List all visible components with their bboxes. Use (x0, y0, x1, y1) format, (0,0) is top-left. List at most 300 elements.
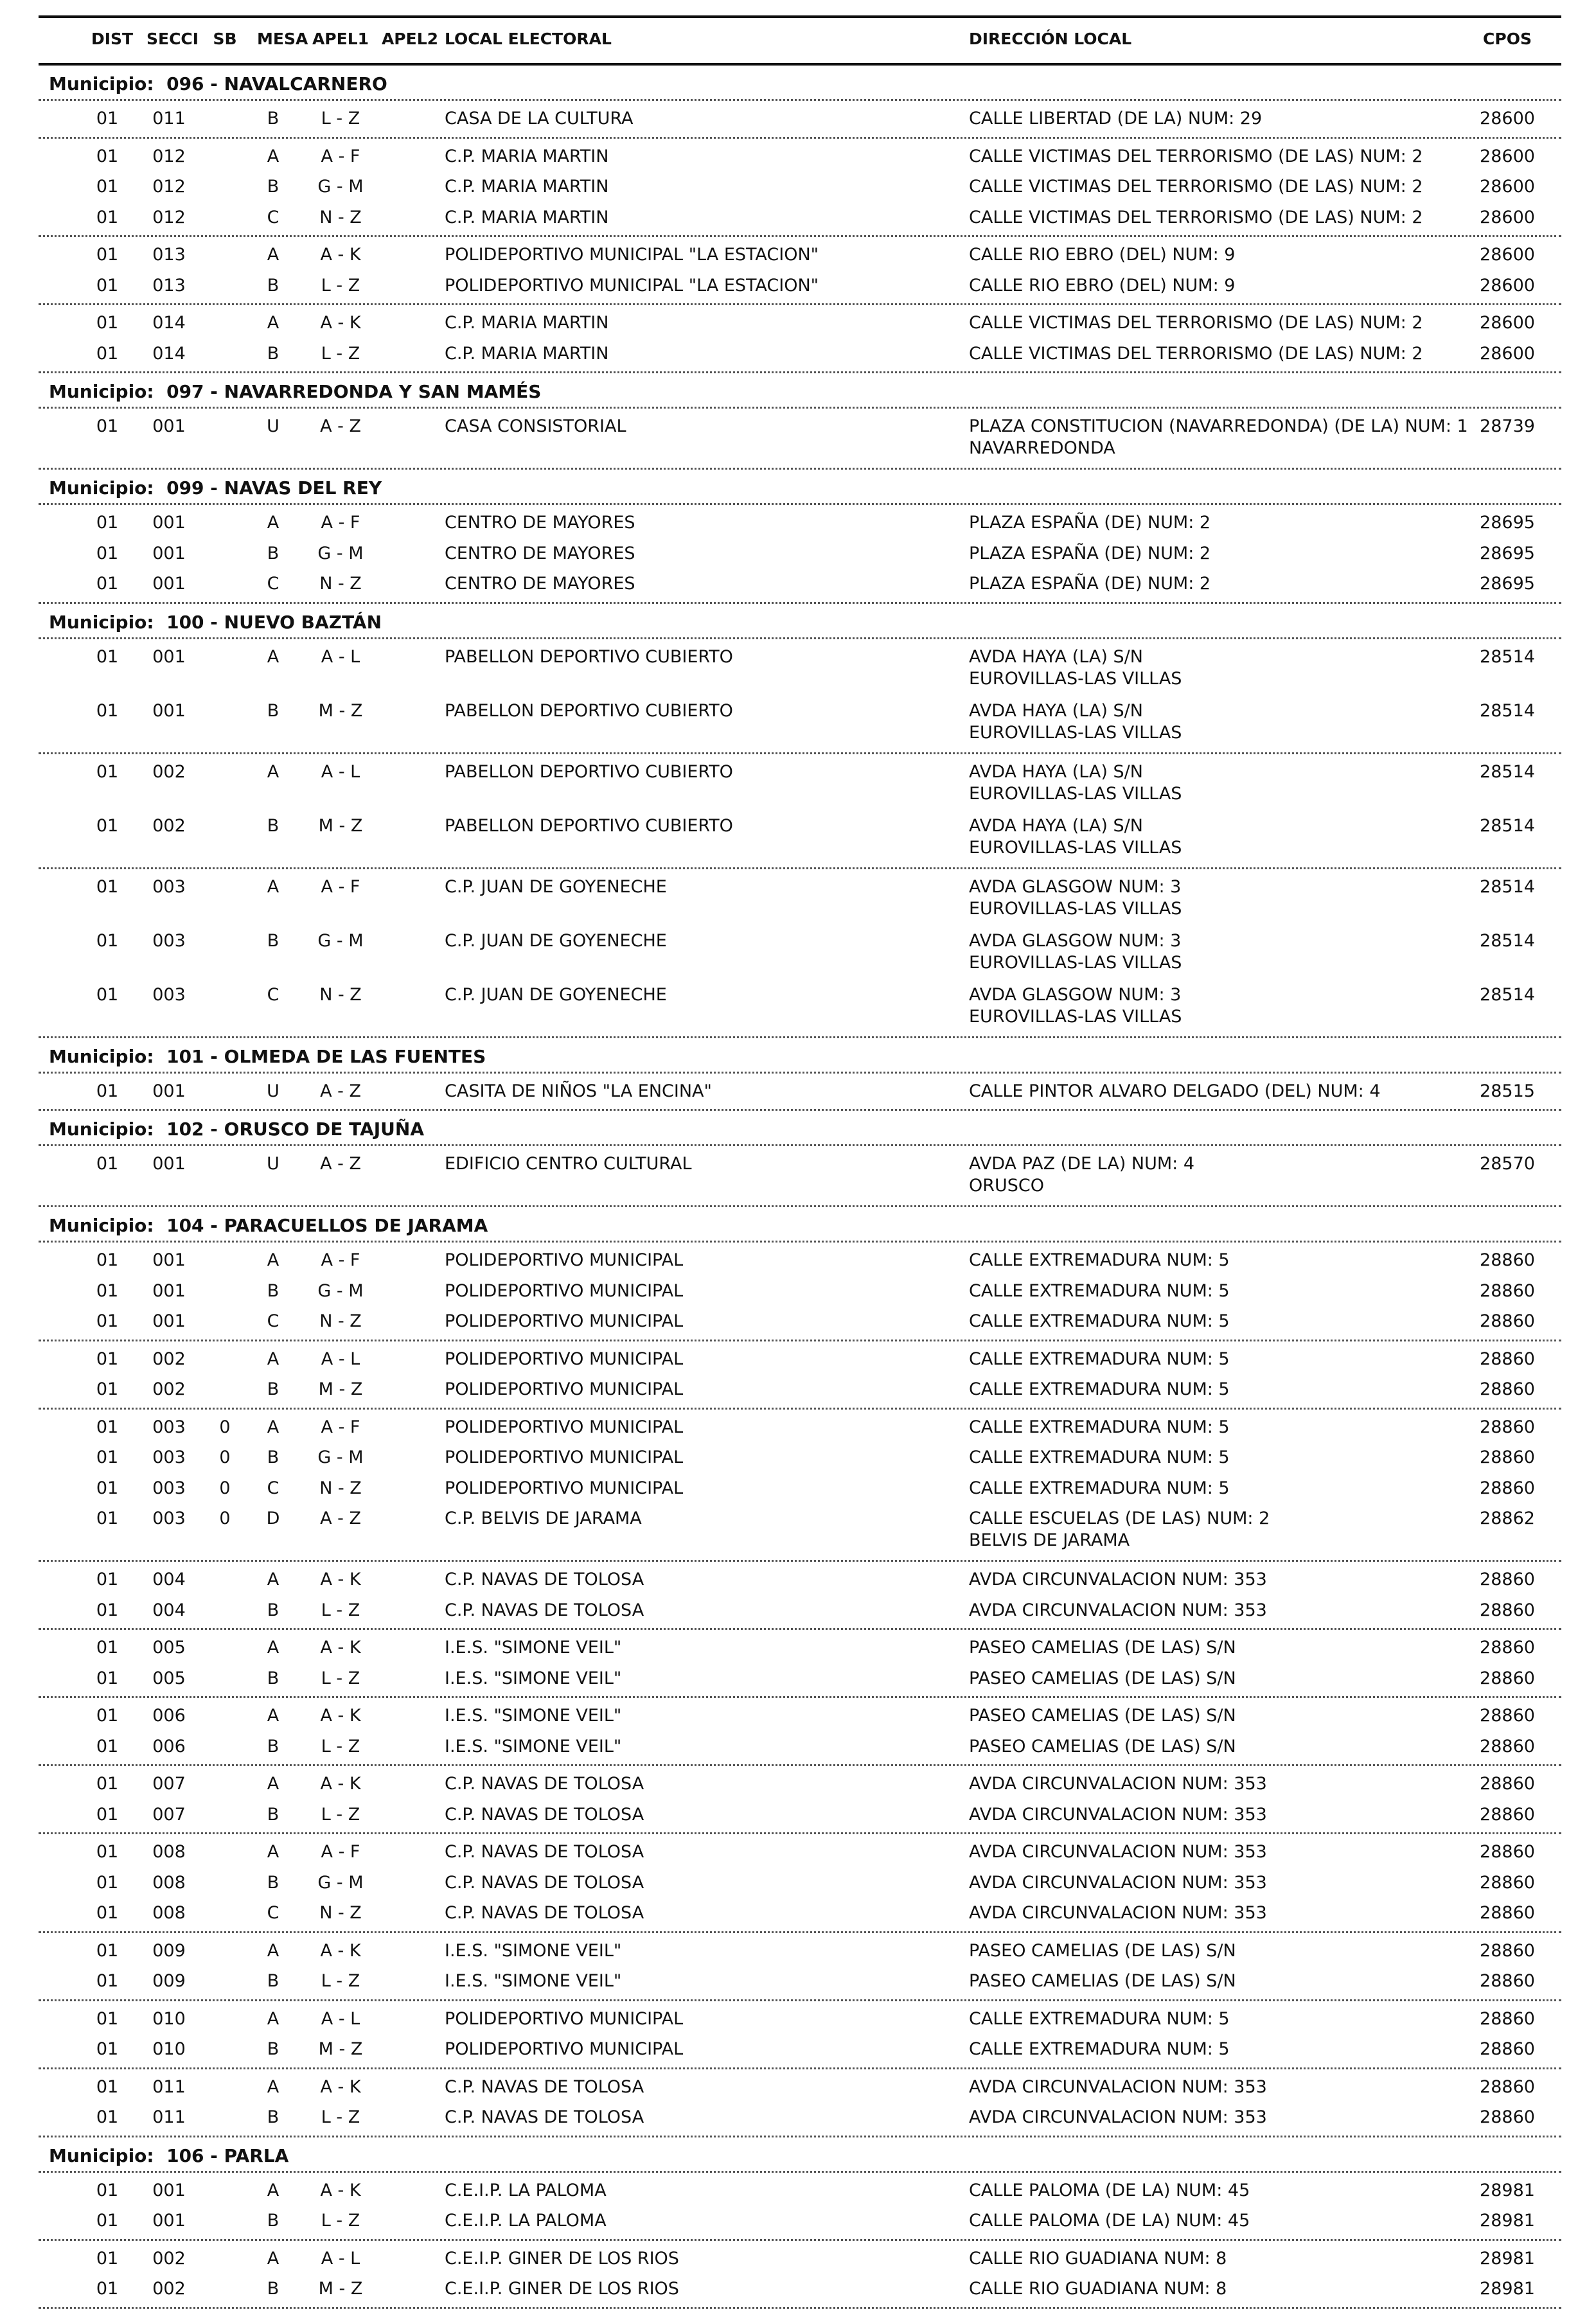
table-row (39, 1663, 1561, 1694)
cell-apel1: A - F (321, 1842, 360, 1862)
direccion-line-1: PASEO CAMELIAS (DE LAS) S/N (969, 1638, 1236, 1658)
section-group (39, 2069, 1561, 2137)
cell-cpos: 28600 (1480, 177, 1535, 197)
cell-local: C.P. NAVAS DE TOLOSA (445, 2076, 644, 2097)
cell-apel1: A - L (321, 1349, 360, 1369)
cell-secci: 011 (152, 2107, 186, 2127)
municipality-title: Municipio: 096 - NAVALCARNERO (49, 73, 387, 94)
cell-mesa: A (267, 146, 279, 166)
cell-cpos: 28860 (1480, 1706, 1535, 1726)
cell-local: C.P. NAVAS DE TOLOSA (445, 1774, 644, 1794)
cell-cpos: 28860 (1480, 1447, 1535, 1467)
cell-apel1: A - F (321, 1250, 360, 1270)
cell-mesa: B (267, 1280, 279, 1301)
direccion-line-1: CALLE PALOMA (DE LA) NUM: 45 (969, 2180, 1250, 2200)
cell-apel1: A - K (320, 1638, 361, 1658)
section-group (39, 1074, 1561, 1111)
direccion-line-1: CALLE VICTIMAS DEL TERRORISMO (DE LAS) NUM: 2 (969, 343, 1423, 364)
cell-secci: 014 (152, 343, 186, 364)
cell-cpos: 28695 (1480, 543, 1535, 563)
cell-apel1: A - Z (320, 1081, 361, 1101)
cell-local: POLIDEPORTIVO MUNICIPAL (445, 1478, 684, 1498)
direccion-line-1: CALLE EXTREMADURA NUM: 5 (969, 1280, 1230, 1301)
cell-dist: 01 (96, 2248, 119, 2269)
cell-local: CASITA DE NIÑOS "LA ENCINA" (445, 1081, 712, 1101)
table-row (39, 1244, 1561, 1275)
cell-mesa: B (267, 343, 279, 364)
cell-cpos: 28514 (1480, 876, 1535, 897)
cell-secci: 013 (152, 275, 186, 296)
municipality-header (39, 1038, 1561, 1074)
cell-dist: 01 (96, 1250, 119, 1270)
table-row (39, 1075, 1561, 1106)
cell-cpos: 28600 (1480, 207, 1535, 227)
direccion-line-1: AVDA CIRCUNVALACION NUM: 353 (969, 2107, 1267, 2127)
cell-apel1: M - Z (318, 815, 363, 836)
cell-cpos: 28739 (1480, 416, 1535, 436)
cell-mesa: U (267, 1154, 279, 1174)
direccion-line-1: AVDA CIRCUNVALACION NUM: 353 (969, 1872, 1267, 1893)
cell-direccion (969, 2008, 1230, 2030)
cell-mesa: U (267, 1081, 279, 1101)
cell-direccion (969, 2039, 1230, 2060)
cell-cpos: 28860 (1480, 1736, 1535, 1756)
section-group (39, 1410, 1561, 1562)
cell-cpos: 28860 (1480, 1971, 1535, 1991)
cell-dist: 01 (96, 343, 119, 364)
cell-secci: 007 (152, 1804, 186, 1825)
cell-secci: 010 (152, 2039, 186, 2059)
cell-dist: 01 (96, 2211, 119, 2231)
cell-mesa: A (267, 761, 279, 782)
cell-cpos: 28860 (1480, 1280, 1535, 1301)
cell-local: C.P. NAVAS DE TOLOSA (445, 1600, 644, 1620)
cell-dist: 01 (96, 1872, 119, 1893)
cell-local: POLIDEPORTIVO MUNICIPAL (445, 1280, 684, 1301)
cell-secci: 002 (152, 1349, 186, 1369)
cell-direccion (969, 275, 1235, 297)
cell-secci: 001 (152, 2180, 186, 2200)
cell-direccion (969, 1311, 1230, 1332)
cell-sb: 0 (219, 1508, 231, 1528)
cell-cpos: 28860 (1480, 2107, 1535, 2127)
cell-secci: 002 (152, 1379, 186, 1399)
cell-cpos: 28981 (1480, 2211, 1535, 2231)
cell-dist: 01 (96, 1774, 119, 1794)
table-row (39, 2175, 1561, 2206)
table-row (39, 1700, 1561, 1731)
cell-local: POLIDEPORTIVO MUNICIPAL (445, 2008, 684, 2029)
cell-cpos: 28981 (1480, 2248, 1535, 2269)
table-row (39, 641, 1561, 695)
table-row (39, 1503, 1561, 1557)
cell-secci: 002 (152, 2279, 186, 2299)
direccion-line-1: CALLE PALOMA (DE LA) NUM: 45 (969, 2211, 1250, 2231)
cell-mesa: A (267, 876, 279, 897)
cell-local: PABELLON DEPORTIVO CUBIERTO (445, 700, 733, 721)
cell-secci: 002 (152, 815, 186, 836)
table-row (39, 171, 1561, 202)
cell-cpos: 28600 (1480, 109, 1535, 128)
table-row (39, 411, 1561, 464)
cell-cpos: 28514 (1480, 700, 1535, 721)
cell-direccion (969, 543, 1210, 565)
cell-local: CASA CONSISTORIAL (445, 416, 626, 436)
cell-mesa: A (267, 1940, 279, 1961)
cell-dist: 01 (96, 1668, 119, 1688)
cell-mesa: B (267, 700, 279, 721)
section-group (39, 2001, 1561, 2069)
cell-mesa: A (267, 2180, 279, 2200)
table-row (39, 1799, 1561, 1830)
electoral-table (39, 15, 1561, 2309)
cell-dist: 01 (96, 930, 119, 951)
direccion-line-1: CALLE RIO EBRO (DEL) NUM: 9 (969, 275, 1236, 296)
direccion-line-1: PASEO CAMELIAS (DE LAS) S/N (969, 1971, 1236, 1991)
cell-direccion (969, 1668, 1236, 1690)
direccion-line-1: CALLE EXTREMADURA NUM: 5 (969, 1379, 1230, 1399)
cell-dist: 01 (96, 1570, 119, 1589)
cell-sb: 0 (219, 1447, 231, 1467)
direccion-line-1: AVDA GLASGOW NUM: 3 (969, 984, 1182, 1005)
cell-mesa: B (267, 543, 279, 563)
cell-dist: 01 (96, 177, 119, 197)
cell-secci: 008 (152, 1903, 186, 1923)
cell-dist: 01 (96, 207, 119, 227)
cell-direccion (969, 1447, 1230, 1469)
cell-dist: 01 (96, 109, 119, 128)
direccion-line-2: EUROVILLAS-LAS VILLAS (969, 722, 1182, 743)
cell-apel1: L - Z (321, 275, 360, 296)
direccion-line-2: EUROVILLAS-LAS VILLAS (969, 837, 1182, 858)
table-row (39, 1442, 1561, 1473)
cell-direccion (969, 2076, 1267, 2098)
cell-apel1: G - M (317, 1872, 364, 1893)
cell-local: C.P. JUAN DE GOYENECHE (445, 930, 667, 951)
cell-local: POLIDEPORTIVO MUNICIPAL (445, 1311, 684, 1331)
direccion-line-1: AVDA CIRCUNVALACION NUM: 353 (969, 2076, 1267, 2097)
cell-mesa: C (267, 1903, 279, 1923)
direccion-line-1: PLAZA ESPAÑA (DE) NUM: 2 (969, 574, 1211, 594)
table-row (39, 538, 1561, 569)
section-group (39, 1933, 1561, 2001)
table-row (39, 925, 1561, 979)
section-group (39, 754, 1561, 869)
cell-local: CENTRO DE MAYORES (445, 543, 635, 563)
cell-dist: 01 (96, 761, 119, 782)
table-row (39, 1768, 1561, 1799)
cell-secci: 014 (152, 313, 186, 333)
cell-apel1: A - Z (320, 1154, 361, 1174)
table-header (39, 15, 1561, 66)
cell-direccion (969, 2180, 1250, 2202)
table-row (39, 1867, 1561, 1898)
cell-dist: 01 (96, 2107, 119, 2127)
cell-mesa: A (267, 513, 279, 533)
cell-cpos: 28860 (1480, 1250, 1535, 1270)
cell-dist: 01 (96, 245, 119, 265)
cell-apel1: L - Z (321, 1600, 360, 1620)
cell-mesa: B (267, 1971, 279, 1991)
cell-cpos: 28860 (1480, 1638, 1535, 1658)
cell-direccion (969, 1970, 1236, 1992)
cell-mesa: A (267, 313, 279, 333)
section-group (39, 139, 1561, 238)
cell-local: C.P. NAVAS DE TOLOSA (445, 1842, 644, 1862)
cell-direccion (969, 761, 1182, 805)
cell-cpos: 28600 (1480, 146, 1535, 166)
cell-mesa: B (267, 930, 279, 951)
cell-secci: 002 (152, 2248, 186, 2269)
direccion-line-2: ORUSCO (969, 1176, 1045, 1196)
section-group (39, 1243, 1561, 1341)
cell-apel1: N - Z (319, 1903, 362, 1923)
cell-apel1: A - L (321, 2248, 360, 2269)
municipality-header (39, 604, 1561, 639)
section-group (39, 2173, 1561, 2241)
cell-direccion (969, 1872, 1267, 1894)
cell-local: I.E.S. "SIMONE VEIL" (445, 1940, 622, 1961)
cell-apel1: L - Z (321, 1736, 360, 1756)
table-row (39, 756, 1561, 810)
cell-secci: 007 (152, 1774, 186, 1794)
cell-direccion (969, 1081, 1381, 1102)
cell-apel1: L - Z (321, 343, 360, 364)
cell-local: C.P. MARIA MARTIN (445, 146, 609, 166)
cell-mesa: B (267, 1804, 279, 1825)
municipality-header (39, 1207, 1561, 1243)
cell-secci: 001 (152, 543, 186, 563)
cell-secci: 001 (152, 574, 186, 594)
direccion-line-1: CALLE ESCUELAS (DE LAS) NUM: 2 (969, 1508, 1270, 1528)
cell-direccion (969, 1841, 1267, 1863)
direccion-line-2: EUROVILLAS-LAS VILLAS (969, 1006, 1182, 1027)
cell-mesa: A (267, 1349, 279, 1369)
cell-dist: 01 (96, 543, 119, 563)
direccion-line-1: CALLE RIO GUADIANA NUM: 8 (969, 2279, 1227, 2299)
cell-cpos: 28695 (1480, 574, 1535, 594)
cell-local: C.P. MARIA MARTIN (445, 177, 609, 197)
cell-apel1: A - K (320, 1570, 361, 1589)
cell-dist: 01 (96, 2039, 119, 2059)
table-row (39, 307, 1561, 338)
direccion-line-1: CALLE EXTREMADURA NUM: 5 (969, 1417, 1230, 1437)
municipality-header (39, 470, 1561, 505)
direccion-line-1: CALLE RIO EBRO (DEL) NUM: 9 (969, 245, 1236, 265)
direccion-line-1: PASEO CAMELIAS (DE LAS) S/N (969, 1706, 1236, 1726)
cell-dist: 01 (96, 646, 119, 667)
cell-cpos: 28981 (1480, 2180, 1535, 2200)
cell-apel1: N - Z (319, 574, 362, 594)
cell-secci: 009 (152, 1971, 186, 1991)
cell-cpos: 28514 (1480, 984, 1535, 1005)
cell-apel1: L - Z (321, 1804, 360, 1825)
cell-local: C.P. NAVAS DE TOLOSA (445, 2107, 644, 2127)
cell-secci: 002 (152, 761, 186, 782)
cell-direccion (969, 512, 1210, 534)
section-group (39, 237, 1561, 305)
cell-apel1: A - F (321, 513, 360, 533)
cell-mesa: A (267, 1638, 279, 1658)
table-body (39, 66, 1561, 2309)
cell-dist: 01 (96, 1940, 119, 1961)
cell-local: POLIDEPORTIVO MUNICIPAL (445, 1250, 684, 1270)
cell-mesa: B (267, 2107, 279, 2127)
cell-local: EDIFICIO CENTRO CULTURAL (445, 1154, 692, 1174)
cell-mesa: A (267, 245, 279, 265)
cell-apel1: G - M (317, 930, 364, 951)
table-row (39, 2071, 1561, 2102)
cell-local: C.P. NAVAS DE TOLOSA (445, 1804, 644, 1825)
table-row (39, 2003, 1561, 2034)
cell-mesa: C (267, 207, 279, 227)
cell-mesa: B (267, 1736, 279, 1756)
direccion-line-1: CALLE VICTIMAS DEL TERRORISMO (DE LAS) NUM: 2 (969, 207, 1423, 227)
table-row (39, 810, 1561, 864)
cell-secci: 011 (152, 2076, 186, 2097)
table-row (39, 103, 1561, 134)
cell-cpos: 28695 (1480, 513, 1535, 533)
cell-local: POLIDEPORTIVO MUNICIPAL (445, 1417, 684, 1437)
direccion-line-1: CALLE VICTIMAS DEL TERRORISMO (DE LAS) NUM: 2 (969, 177, 1423, 197)
cell-dist: 01 (96, 1600, 119, 1620)
cell-cpos: 28860 (1480, 2076, 1535, 2097)
cell-mesa: B (267, 1668, 279, 1688)
section-group (39, 1146, 1561, 1207)
cell-mesa: A (267, 1570, 279, 1589)
section-group (39, 2241, 1561, 2309)
cell-secci: 004 (152, 1600, 186, 1620)
cell-secci: 003 (152, 876, 186, 897)
direccion-line-1: AVDA HAYA (LA) S/N (969, 815, 1143, 836)
cell-secci: 001 (152, 1280, 186, 1301)
direccion-line-2: EUROVILLAS-LAS VILLAS (969, 898, 1182, 919)
cell-apel1: N - Z (319, 207, 362, 227)
cell-cpos: 28860 (1480, 1872, 1535, 1893)
section-group (39, 1834, 1561, 1933)
section-group (39, 409, 1561, 470)
municipality-title: Municipio: 097 - NAVARREDONDA Y SAN MAMÉS (49, 381, 542, 402)
direccion-line-1: CALLE EXTREMADURA NUM: 5 (969, 1447, 1230, 1467)
cell-secci: 001 (152, 700, 186, 721)
cell-dist: 01 (96, 1971, 119, 1991)
cell-mesa: D (266, 1508, 280, 1528)
cell-mesa: A (267, 1774, 279, 1794)
cell-local: C.P. JUAN DE GOYENECHE (445, 876, 667, 897)
cell-cpos: 28860 (1480, 1668, 1535, 1688)
cell-secci: 010 (152, 2008, 186, 2029)
cell-secci: 001 (152, 2211, 186, 2231)
cell-direccion (969, 1804, 1267, 1826)
table-row (39, 1411, 1561, 1442)
cell-apel1: A - L (321, 761, 360, 782)
cell-direccion (969, 2248, 1227, 2270)
direccion-line-1: CALLE EXTREMADURA NUM: 5 (969, 1478, 1230, 1498)
cell-local: C.E.I.P. LA PALOMA (445, 2180, 607, 2200)
direccion-line-1: CALLE EXTREMADURA NUM: 5 (969, 2039, 1230, 2059)
cell-local: PABELLON DEPORTIVO CUBIERTO (445, 646, 733, 667)
header-cpos: CPOS (1483, 30, 1532, 48)
direccion-line-1: CALLE EXTREMADURA NUM: 5 (969, 1250, 1230, 1270)
cell-dist: 01 (96, 700, 119, 721)
cell-local: POLIDEPORTIVO MUNICIPAL (445, 1447, 684, 1467)
cell-mesa: C (267, 984, 279, 1005)
cell-apel1: A - F (321, 1417, 360, 1437)
cell-direccion (969, 1250, 1230, 1271)
cell-dist: 01 (96, 1447, 119, 1467)
cell-mesa: U (267, 416, 279, 436)
header-direccion: DIRECCIÓN LOCAL (969, 30, 1132, 48)
cell-apel1: L - Z (321, 109, 360, 128)
cell-apel1: L - Z (321, 2211, 360, 2231)
cell-direccion (969, 176, 1423, 198)
municipality-header (39, 373, 1561, 409)
cell-cpos: 28860 (1480, 1417, 1535, 1437)
cell-mesa: B (267, 1872, 279, 1893)
cell-cpos: 28860 (1480, 2039, 1535, 2059)
cell-local: I.E.S. "SIMONE VEIL" (445, 1736, 622, 1756)
cell-apel1: N - Z (319, 1311, 362, 1331)
direccion-line-1: AVDA CIRCUNVALACION NUM: 353 (969, 1804, 1267, 1825)
cell-cpos: 28600 (1480, 343, 1535, 364)
cell-secci: 012 (152, 207, 186, 227)
cell-mesa: B (267, 2211, 279, 2231)
cell-dist: 01 (96, 1638, 119, 1658)
cell-dist: 01 (96, 146, 119, 166)
cell-local: I.E.S. "SIMONE VEIL" (445, 1971, 622, 1991)
cell-local: I.E.S. "SIMONE VEIL" (445, 1706, 622, 1726)
table-row (39, 871, 1561, 925)
table-row (39, 568, 1561, 599)
cell-secci: 008 (152, 1842, 186, 1862)
cell-cpos: 28600 (1480, 245, 1535, 265)
header-apel1: APEL1 (312, 30, 369, 48)
direccion-line-1: AVDA CIRCUNVALACION NUM: 353 (969, 1570, 1267, 1589)
cell-apel1: A - L (321, 2008, 360, 2029)
table-row (39, 239, 1561, 270)
cell-local: C.P. MARIA MARTIN (445, 343, 609, 364)
cell-apel1: N - Z (319, 1478, 362, 1498)
cell-cpos: 28515 (1480, 1081, 1535, 1101)
cell-secci: 003 (152, 1447, 186, 1467)
cell-direccion (969, 2210, 1250, 2232)
cell-local: C.P. NAVAS DE TOLOSA (445, 1872, 644, 1893)
cell-apel1: A - F (321, 876, 360, 897)
cell-mesa: B (267, 1379, 279, 1399)
cell-mesa: A (267, 1706, 279, 1726)
cell-mesa: C (267, 1311, 279, 1331)
table-row (39, 1343, 1561, 1374)
cell-dist: 01 (96, 1311, 119, 1331)
header-apel2: APEL2 (381, 30, 439, 48)
direccion-line-1: AVDA CIRCUNVALACION NUM: 353 (969, 1600, 1267, 1620)
cell-direccion (969, 1153, 1194, 1197)
table-row (39, 2273, 1561, 2304)
cell-direccion (969, 1736, 1236, 1758)
cell-secci: 013 (152, 245, 186, 265)
cell-dist: 01 (96, 876, 119, 897)
cell-secci: 003 (152, 1508, 186, 1528)
direccion-line-1: AVDA HAYA (LA) S/N (969, 646, 1143, 667)
cell-cpos: 28860 (1480, 1311, 1535, 1331)
cell-secci: 001 (152, 1154, 186, 1174)
cell-mesa: A (267, 646, 279, 667)
cell-secci: 005 (152, 1638, 186, 1658)
cell-dist: 01 (96, 1903, 119, 1923)
cell-direccion (969, 1569, 1267, 1591)
cell-local: CASA DE LA CULTURA (445, 109, 634, 128)
cell-apel1: A - K (320, 2180, 361, 2200)
